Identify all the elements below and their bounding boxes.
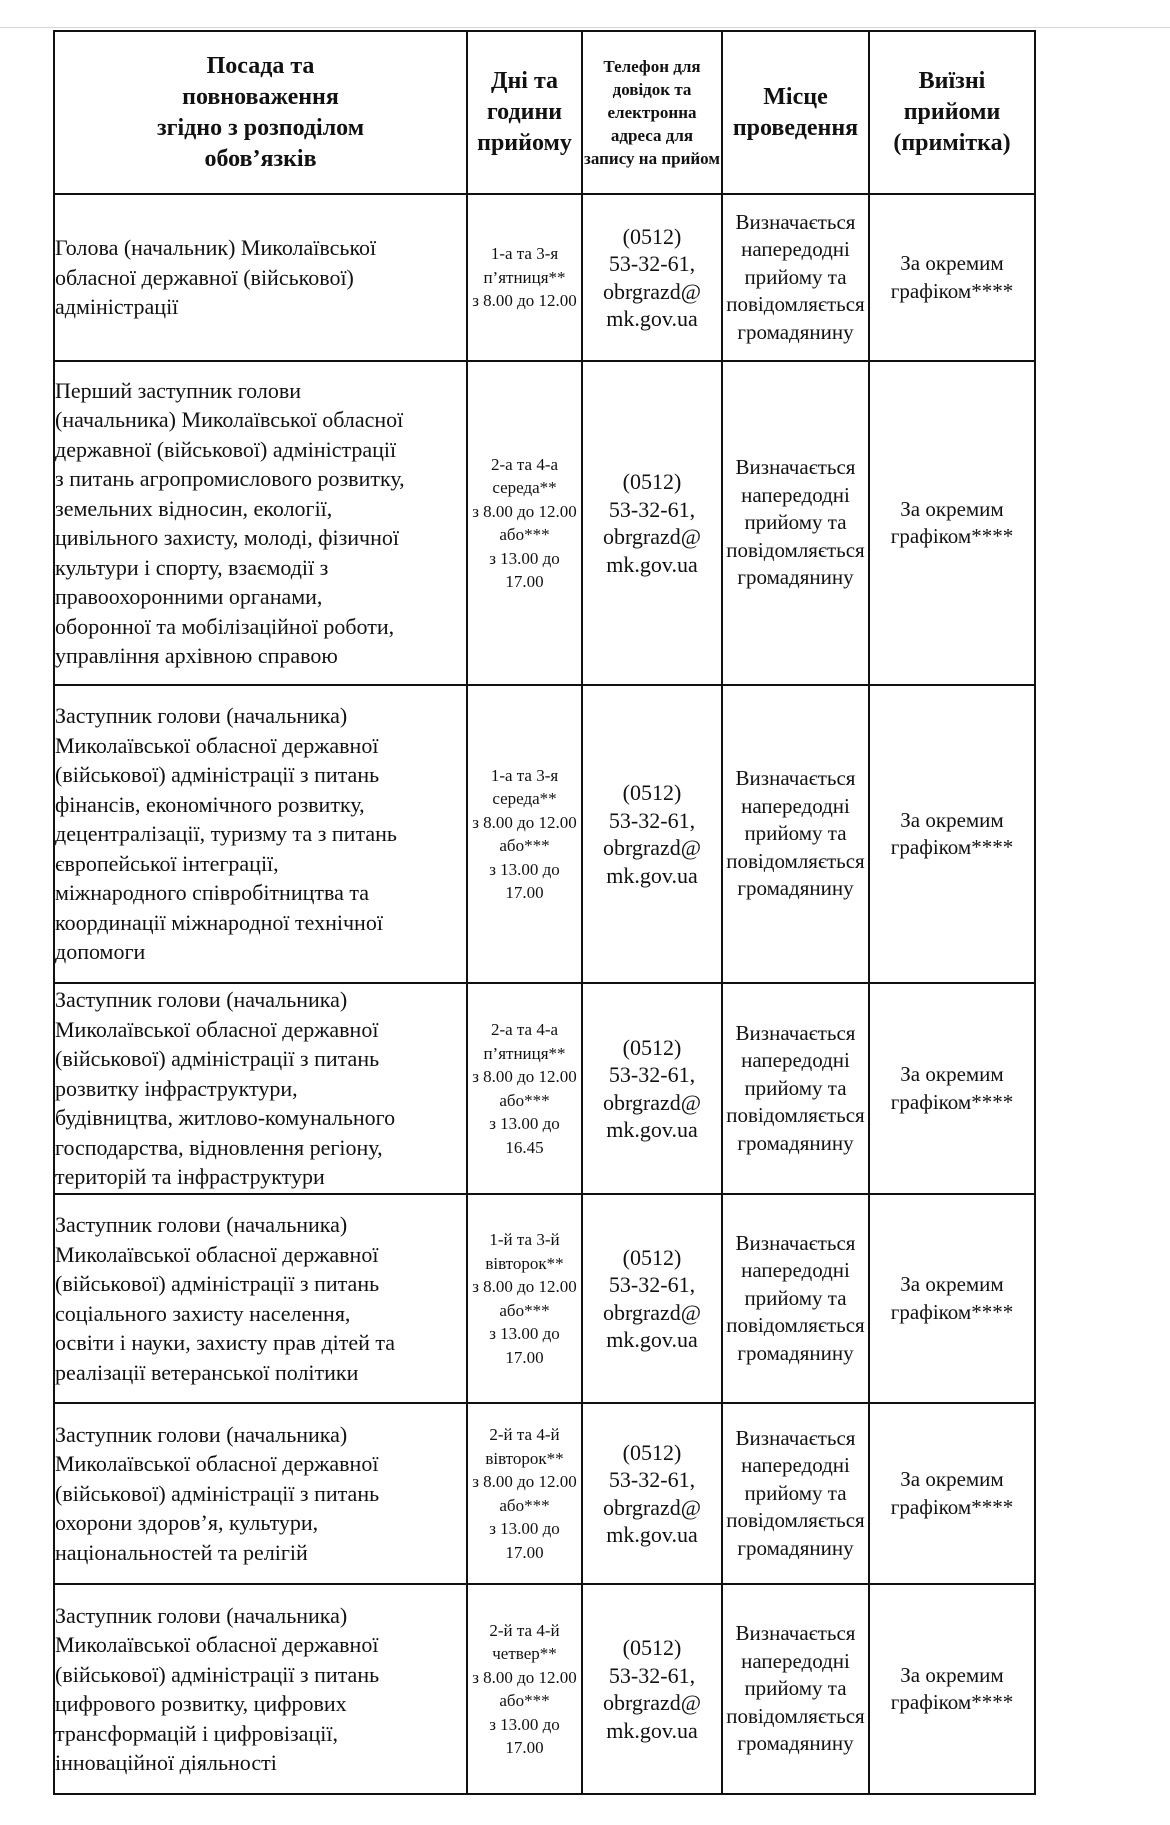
cell-place-line: повідомляється [726,537,865,562]
cell-place-line: прийому та [744,1075,847,1100]
cell-phone-email-line: mk.gov.ua [606,862,698,888]
cell-phone-email-line: obrgrazd@ [602,1089,702,1115]
cell-place-line: Визначається [735,455,856,480]
cell-position-line: Заступник голови (начальника) [55,1602,348,1628]
header-text: обов’язків [204,145,317,172]
cell-phone-email-line: mk.gov.ua [606,551,698,577]
header-text: адреса для [610,126,694,145]
cell-phone-email-line: mk.gov.ua [606,1717,698,1743]
cell-place-line: напередодні [741,237,850,262]
cell-phone-email-line: (0512) [622,1034,682,1060]
cell-place-line: напередодні [741,482,850,507]
cell-phone-email-line: 53-32-61, [608,1272,696,1297]
cell-phone-email-line: 53-32-61, [608,496,696,522]
cell-phone-email [582,1403,722,1584]
cell-phone-email-line: obrgrazd@ [602,524,702,549]
cell-field-visits [869,983,1035,1194]
cell-days-hours-line: середа** [492,478,557,497]
cell-place-line: прийому та [744,1480,847,1505]
cell-phone-email-line: 53-32-61, [608,807,696,833]
cell-phone-email-line: (0512) [622,1244,682,1270]
header-text: повноваження [182,83,339,110]
cell-position [54,1584,467,1794]
cell-days-hours [467,361,582,685]
cell-phone-email-line: 53-32-61, [608,251,696,276]
cell-position-line: Миколаївської обласної державної [55,1632,379,1657]
cell-place-line: громадянину [737,876,854,901]
cell-phone-email-line: mk.gov.ua [606,1117,698,1142]
header-place [722,31,869,194]
cell-position [54,685,467,983]
cell-place-line: громадянину [737,319,854,344]
cell-days-hours-line: або*** [499,1090,550,1110]
reception-schedule-table [53,30,1036,1795]
cell-position-line: Заступник голови (начальника) [55,987,348,1013]
header-text: години [486,99,563,125]
cell-place-line: повідомляється [726,292,865,317]
cell-days-hours-line: 2-й та 4-й [489,1425,560,1444]
cell-place-line: прийому та [744,510,847,535]
cell-position-line: земельних відносин, екології, [55,495,333,521]
cell-place-line: громадянину [737,1731,854,1756]
cell-days-hours [467,685,582,983]
cell-field-visits-line: За окремим [900,1272,1004,1296]
cell-position [54,1194,467,1403]
cell-position-line: Заступник голови (начальника) [55,1421,348,1447]
cell-position-line: розвитку інфраструктури, [55,1075,298,1101]
cell-field-visits-line: графіком**** [890,1089,1014,1114]
cell-position [54,983,467,1194]
cell-days-hours-line: з 8.00 до 12.00 [472,1667,577,1687]
cell-days-hours-line: 1-а та 3-я [490,244,559,264]
cell-place-line: прийому та [744,1285,847,1310]
cell-phone-email [582,983,722,1194]
cell-position-line: з питань агропромислового розвитку, [55,466,405,491]
cell-place-line: Визначається [735,766,856,791]
cell-place-line: прийому та [744,1676,847,1701]
cell-days-hours-line: 1-й та 3-й [489,1230,560,1249]
cell-days-hours-line: з 13.00 до 17.00 [489,859,560,902]
cell-position-line: міжнародного співробітництва та [55,880,369,906]
cell-days-hours-line: середа** [492,789,557,808]
cell-days-hours [467,1194,582,1403]
cell-place-line: громадянину [737,1130,854,1155]
header-field-visits [869,31,1035,194]
cell-phone-email-line: obrgrazd@ [602,1494,702,1520]
cell-place-line: Визначається [735,1230,856,1255]
cell-position-line: державної (військової) адміністрації [55,436,397,462]
table-row [54,685,1035,983]
cell-days-hours-line: вівторок** [485,1448,564,1468]
cell-days-hours-line: або*** [499,1495,550,1515]
cell-position-line: реалізації ветеранської політики [55,1359,359,1385]
cell-position-line: обласної державної (військової) [55,264,354,290]
cell-position-line: (військової) адміністрації з питань [55,762,380,788]
cell-phone-email-line: (0512) [622,1439,682,1465]
header-text: (примітка) [893,130,1011,156]
cell-days-hours-line: з 8.00 до 12.00 [472,1277,577,1296]
header-text: згідно з розподілом [156,114,365,141]
cell-days-hours-line: вівторок** [485,1253,564,1273]
cell-place-line: повідомляється [726,1313,865,1338]
header-text: Телефон для [603,57,701,76]
cell-field-visits-line: графіком**** [890,524,1014,548]
cell-position-line: інноваційної діяльності [55,1750,277,1775]
cell-phone-email-line: 53-32-61, [608,1467,696,1492]
cell-position-line: координації міжнародної технічної [55,909,383,935]
cell-position-line: Перший заступник голови [55,377,302,403]
cell-days-hours-line: четвер** [492,1644,557,1663]
cell-position-line: європейської інтеграції, [55,850,279,876]
cell-days-hours-line: п’ятниця** [483,1043,566,1063]
cell-place [722,1194,869,1403]
cell-days-hours-line: або*** [499,1300,550,1320]
cell-days-hours-line: 1-а та 3-я [490,765,559,785]
cell-place-line: напередодні [741,1048,850,1073]
cell-place-line: Визначається [735,1020,856,1045]
cell-position-line: адміністрації [55,294,179,320]
cell-position-line: національностей та релігій [55,1539,308,1565]
cell-days-hours-line: з 13.00 до 17.00 [489,1324,560,1367]
header-text: прийоми [903,99,1001,125]
cell-position-line: Миколаївської обласної державної [55,1241,379,1267]
cell-days-hours [467,194,582,361]
cell-days-hours-line: з 8.00 до 12.00 [472,501,577,521]
table-row [54,1403,1035,1584]
cell-field-visits-line: За окремим [900,251,1004,275]
cell-position-line: допомоги [55,939,146,965]
header-text: запису на прийом [584,149,720,168]
cell-position-line: культури і спорту, взаємодії з [55,554,329,580]
cell-position-line: (військової) адміністрації з питань [55,1480,380,1506]
cell-place [722,1403,869,1584]
cell-phone-email-line: (0512) [622,223,682,249]
cell-phone-email-line: (0512) [622,1635,682,1660]
cell-position-line: Миколаївської обласної державної [55,1016,379,1042]
table-row [54,361,1035,685]
cell-days-hours-line: з 8.00 до 12.00 [472,812,577,832]
cell-place-line: повідомляється [726,1103,865,1128]
cell-position-line: цивільного захисту, молоді, фізичної [55,525,399,550]
table-header-row [54,31,1035,194]
cell-field-visits [869,194,1035,361]
cell-position-line: Миколаївської обласної державної [55,1451,379,1477]
cell-position-line: правоохоронними органами, [55,584,323,609]
cell-days-hours-line: з 13.00 до 17.00 [489,1714,560,1757]
cell-position-line: трансформацій і цифровізації, [55,1720,338,1746]
cell-position-line: охорони здоров’я, культури, [55,1510,319,1536]
table-row [54,194,1035,361]
cell-place-line: Визначається [735,1621,856,1646]
cell-phone-email-line: obrgrazd@ [602,835,702,860]
cell-position-line: освіти і науки, захисту прав дітей та [55,1330,396,1355]
cell-days-hours-line: з 8.00 до 12.00 [472,1472,577,1491]
cell-position [54,1403,467,1584]
cell-field-visits [869,1403,1035,1584]
header-text: Дні та [490,68,559,94]
cell-position-line: (військової) адміністрації з питань [55,1271,380,1296]
cell-phone-email-line: mk.gov.ua [606,306,698,331]
cell-field-visits [869,361,1035,685]
cell-field-visits-line: графіком**** [890,1690,1014,1714]
cell-days-hours-line: 2-а та 4-а [490,1020,559,1039]
cell-position-line: Заступник голови (начальника) [55,1212,348,1237]
cell-field-visits-line: За окремим [900,807,1004,832]
cell-field-visits-line: За окремим [900,1062,1004,1086]
cell-position-line: територій та інфраструктури [55,1164,325,1190]
cell-field-visits [869,1194,1035,1403]
cell-phone-email-line: mk.gov.ua [606,1522,698,1547]
cell-field-visits-line: За окремим [900,1467,1004,1491]
header-text: проведення [732,114,859,141]
cell-place-line: прийому та [744,264,847,289]
cell-position-line: Заступник голови (начальника) [55,703,348,729]
cell-days-hours [467,1403,582,1584]
cell-days-hours-line: з 13.00 до 17.00 [489,548,560,591]
cell-position-line: фінансів, економічного розвитку, [55,791,365,817]
cell-place [722,1584,869,1794]
cell-field-visits-line: За окремим [900,1662,1004,1687]
cell-place-line: прийому та [744,821,847,846]
cell-position-line: соціального захисту населення, [55,1300,351,1326]
cell-position-line: оборонної та мобілізаційної роботи, [55,613,395,639]
cell-phone-email-line: obrgrazd@ [602,278,702,304]
cell-position-line: господарства, відновлення регіону, [55,1134,383,1160]
header-position [54,31,467,194]
cell-days-hours-line: п’ятниця** [483,267,566,287]
cell-phone-email [582,361,722,685]
cell-days-hours-line: з 13.00 до 16.45 [489,1114,560,1157]
header-text: прийому [477,130,572,156]
table-row [54,1194,1035,1403]
cell-phone-email [582,1584,722,1794]
cell-place-line: громадянину [737,1535,854,1560]
cell-phone-email-line: 53-32-61, [608,1662,696,1688]
cell-days-hours-line: з 8.00 до 12.00 [472,291,577,311]
cell-position-line: будівництва, житлово-комунального [55,1105,396,1131]
cell-place [722,685,869,983]
cell-position-line: цифрового розвитку, цифрових [55,1691,347,1716]
header-phone-email [582,31,722,194]
cell-days-hours-line: або*** [499,525,550,544]
page-top-divider [0,27,1170,28]
cell-field-visits-line: графіком**** [890,1494,1014,1519]
cell-position [54,194,467,361]
cell-place [722,194,869,361]
cell-place-line: повідомляється [726,1508,865,1533]
cell-days-hours-line: 2-й та 4-й [489,1620,560,1640]
cell-days-hours [467,983,582,1194]
cell-days-hours-line: з 8.00 до 12.00 [472,1067,577,1086]
cell-phone-email-line: (0512) [622,469,682,494]
header-text: Виїзні [918,68,986,94]
header-text: довідок та [612,80,692,99]
cell-position-line: управління архівною справою [55,643,338,668]
cell-place-line: Визначається [735,209,856,234]
cell-place-line: повідомляється [726,848,865,873]
cell-days-hours-line: або*** [499,836,550,855]
cell-days-hours [467,1584,582,1794]
cell-place-line: повідомляється [726,1703,865,1728]
table-row [54,1584,1035,1794]
cell-position-line: (начальника) Миколаївської обласної [55,407,404,432]
cell-place-line: напередодні [741,1453,850,1478]
cell-phone-email-line: (0512) [622,780,682,805]
cell-place-line: напередодні [741,1258,850,1283]
cell-field-visits-line: графіком**** [890,1299,1014,1324]
header-text: електронна [607,103,697,122]
cell-days-hours-line: з 13.00 до 17.00 [489,1519,560,1562]
cell-place [722,361,869,685]
cell-place-line: напередодні [741,1648,850,1673]
cell-field-visits-line: графіком**** [890,278,1014,303]
cell-phone-email [582,1194,722,1403]
header-text: Місце [763,83,828,110]
cell-days-hours-line: 2-а та 4-а [490,454,559,474]
cell-place-line: Визначається [735,1425,856,1450]
cell-position-line: Голова (начальник) Миколаївської [55,235,377,261]
cell-field-visits-line: За окремим [900,496,1004,521]
cell-field-visits-line: графіком**** [890,835,1014,859]
cell-field-visits [869,1584,1035,1794]
cell-phone-email [582,685,722,983]
cell-position [54,361,467,685]
cell-phone-email-line: obrgrazd@ [602,1299,702,1325]
cell-phone-email-line: 53-32-61, [608,1062,696,1087]
cell-position-line: Миколаївської обласної державної [55,732,379,758]
cell-phone-email-line: mk.gov.ua [606,1327,698,1352]
header-text: Посада та [206,52,315,79]
cell-place-line: громадянину [737,565,854,590]
table-row [54,983,1035,1194]
cell-phone-email [582,194,722,361]
cell-days-hours-line: або*** [499,1691,550,1710]
cell-position-line: (військової) адміністрації з питань [55,1046,380,1072]
cell-place [722,983,869,1194]
cell-position-line: (військової) адміністрації з питань [55,1661,380,1687]
cell-place-line: громадянину [737,1340,854,1365]
cell-field-visits [869,685,1035,983]
cell-place-line: напередодні [741,793,850,818]
cell-position-line: децентралізації, туризму та з питань [55,821,397,847]
cell-phone-email-line: obrgrazd@ [602,1690,702,1715]
